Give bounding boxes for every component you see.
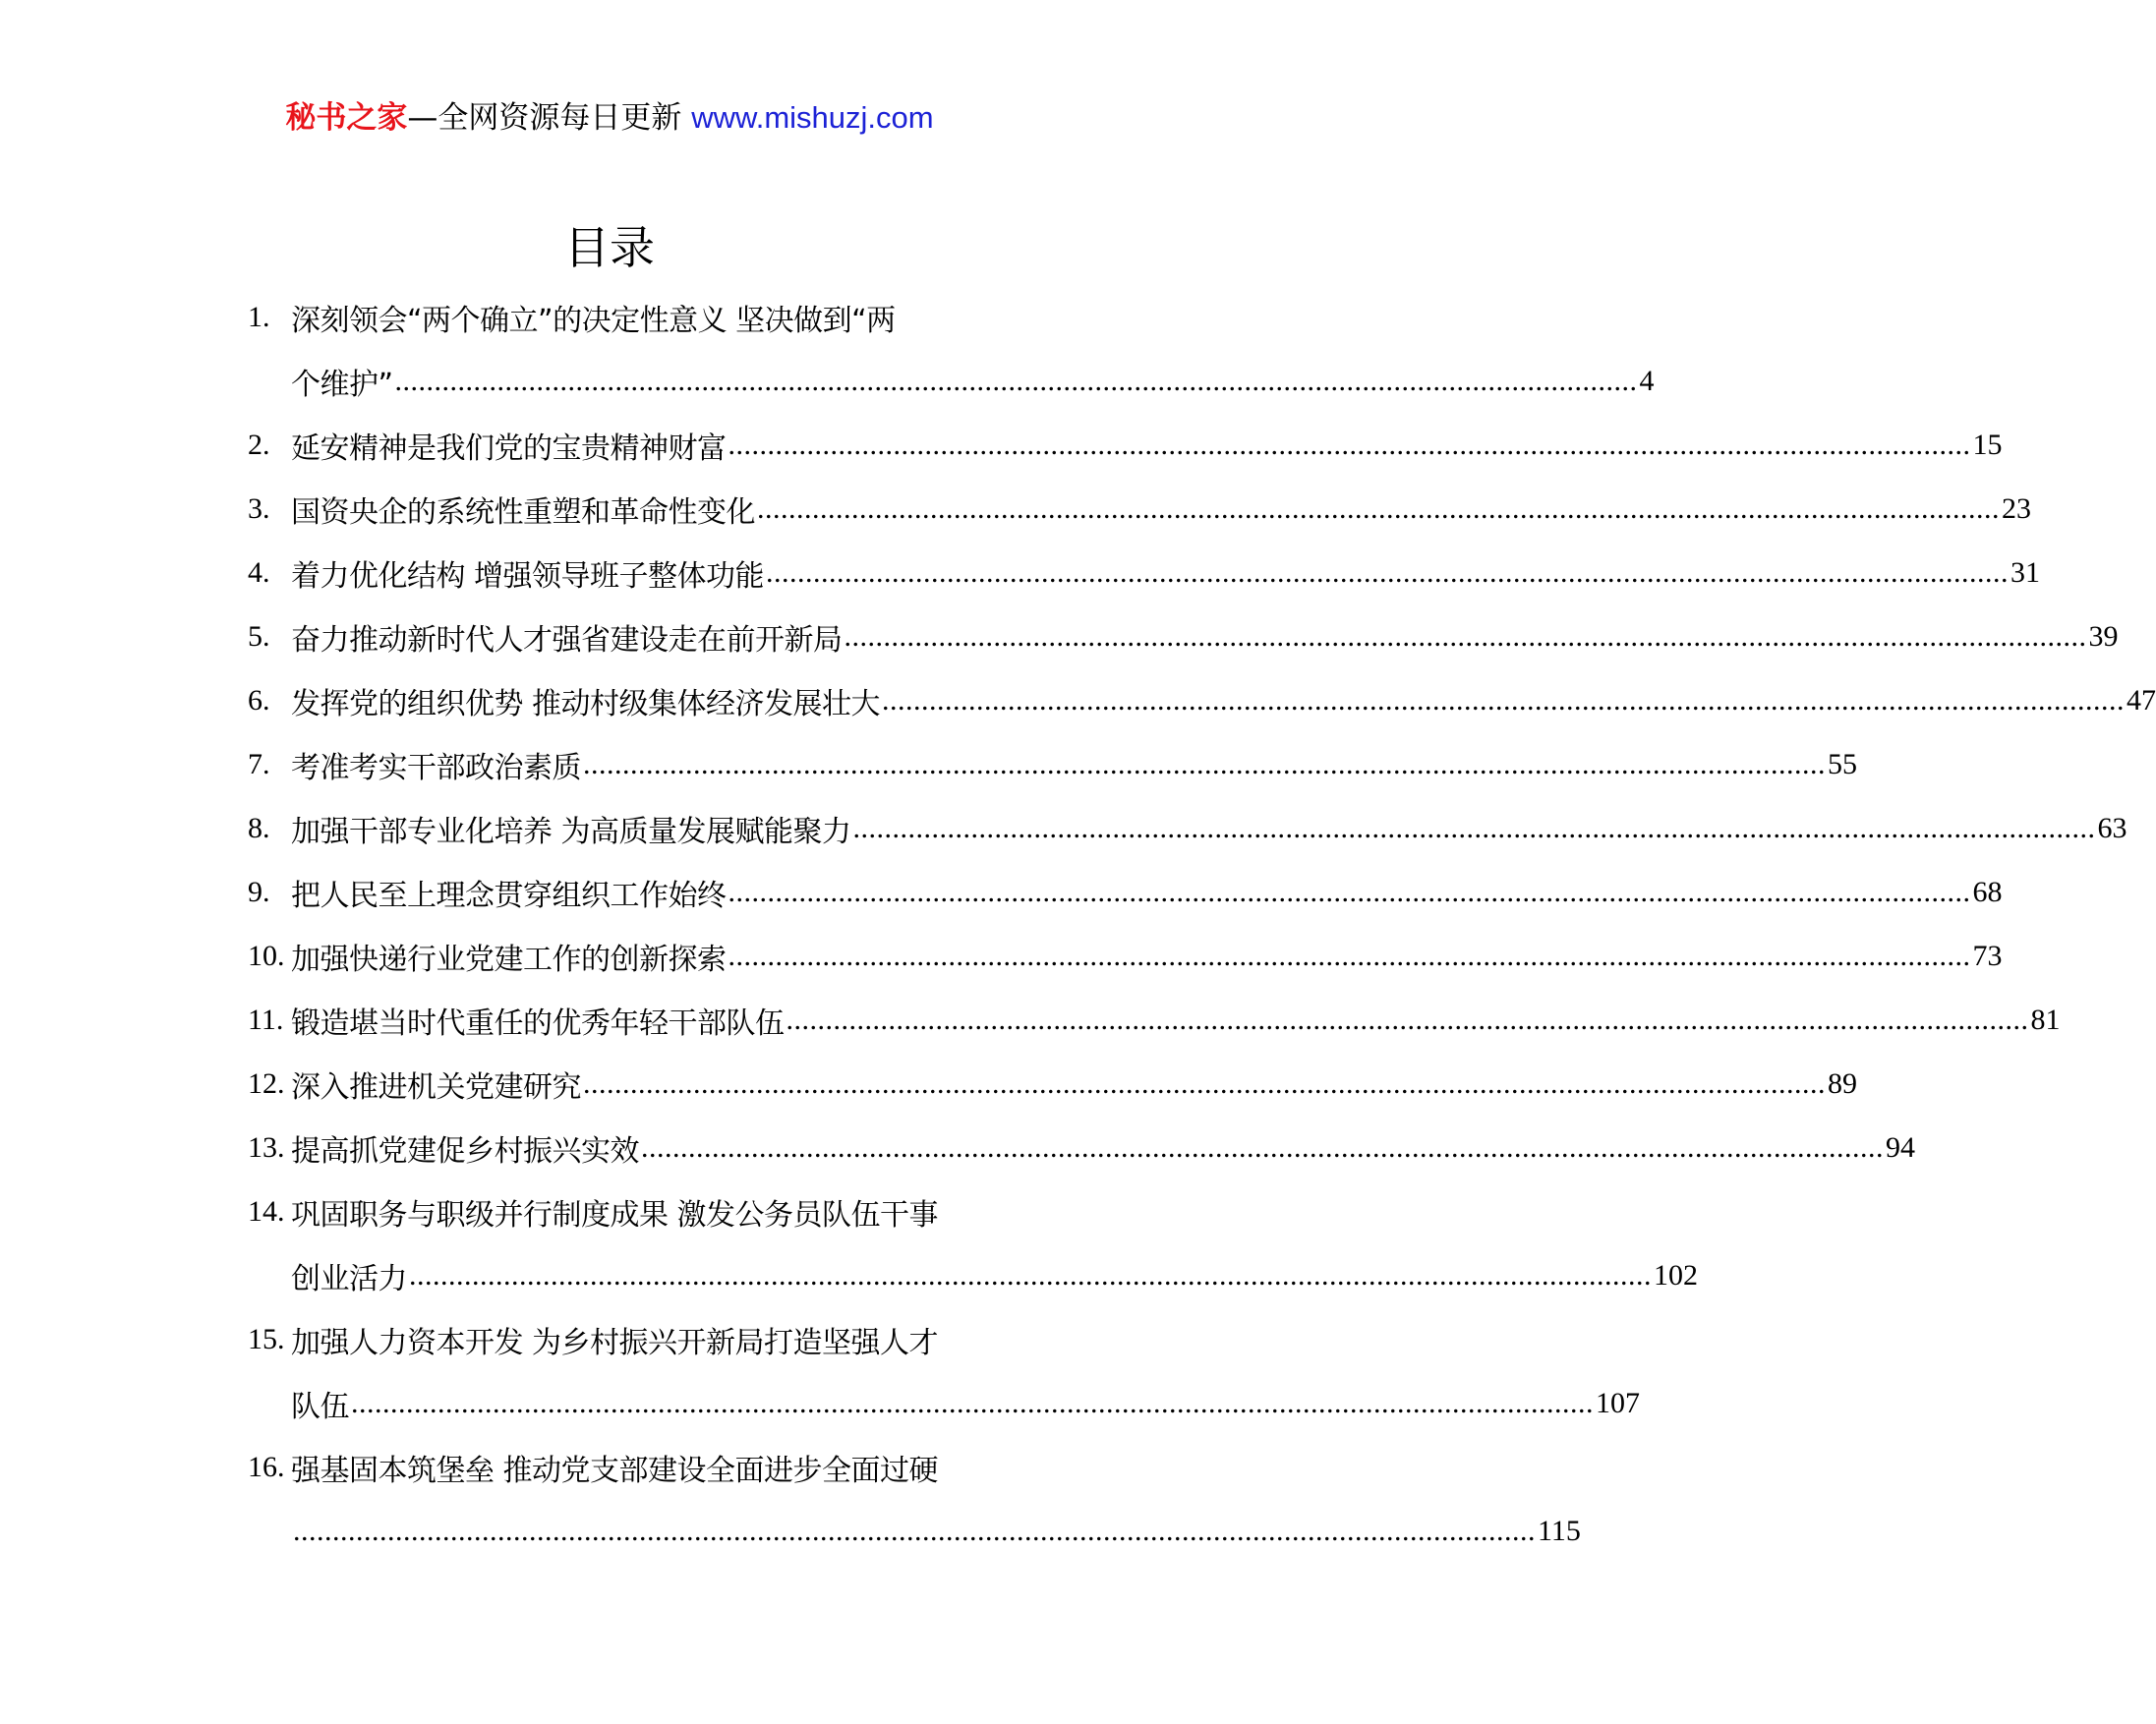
table-of-contents — [248, 285, 2156, 1563]
toc-entry-line — [248, 924, 2003, 988]
toc-entry[interactable] — [248, 796, 2127, 860]
toc-entry-number: 7. — [248, 747, 270, 780]
toc-entry-number: 15. — [248, 1322, 285, 1355]
toc-entry-line — [248, 1116, 1915, 1179]
toc-entry-number: 16. — [248, 1450, 285, 1483]
toc-page-number: 4 — [1639, 364, 1655, 397]
toc-entry-title: 强基固本筑堡垒 推动党支部建设全面进步全面过硬 — [291, 1453, 939, 1488]
dot-leader: .............................................................................................................................................................. — [293, 1514, 1536, 1547]
toc-page-number: 15 — [1972, 428, 2003, 461]
toc-entry-number: 14. — [248, 1194, 285, 1228]
dot-leader: .............................................................................................................................................................. — [728, 428, 1971, 461]
toc-entry-line — [248, 541, 2041, 604]
dot-leader: .............................................................................................................................................................. — [786, 1003, 2029, 1036]
toc-entry-title-continued: 个维护” — [291, 367, 393, 402]
toc-entry[interactable] — [248, 1052, 1857, 1116]
site-url-link[interactable]: www.mishuzj.com — [691, 100, 934, 135]
toc-page-number: 94 — [1886, 1130, 1915, 1164]
dot-leader: .............................................................................................................................................................. — [728, 939, 1971, 972]
toc-entry-title: 加强快递行业党建工作的创新探索 — [291, 942, 727, 977]
toc-entry-line — [248, 1307, 1030, 1371]
toc-entry-line — [248, 988, 2061, 1052]
toc-page-number: 81 — [2030, 1003, 2061, 1036]
toc-entry-line — [248, 1179, 1030, 1243]
toc-entry-line — [248, 1435, 1030, 1499]
toc-entry[interactable] — [248, 924, 2003, 988]
toc-entry-title: 锻造堪当时代重任的优秀年轻干部队伍 — [291, 1006, 785, 1041]
toc-page-number: 31 — [2010, 555, 2041, 589]
toc-entry-line — [248, 349, 1655, 413]
toc-page-number: 55 — [1828, 747, 1857, 780]
dot-leader: .............................................................................................................................................................. — [583, 1066, 1826, 1100]
toc-entry[interactable] — [248, 1179, 1698, 1307]
toc-entry[interactable] — [248, 860, 2003, 924]
toc-entry-line — [248, 285, 1030, 349]
site-header — [0, 96, 1219, 140]
dot-leader: .............................................................................................................................................................. — [766, 555, 2010, 589]
toc-entry-line — [248, 1243, 1698, 1307]
toc-entry-number: 12. — [248, 1066, 285, 1100]
toc-entry[interactable] — [248, 285, 1655, 413]
toc-entry[interactable] — [248, 668, 2156, 732]
dot-leader: .............................................................................................................................................................. — [394, 364, 1638, 397]
brand-name: 秘书之家 — [285, 100, 408, 136]
dot-leader: .............................................................................................................................................................. — [728, 875, 1971, 908]
toc-entry-title: 考准考实干部政治素质 — [291, 750, 581, 785]
toc-entry-title-continued: 创业活力 — [291, 1261, 407, 1296]
toc-entry-line — [248, 732, 1857, 796]
toc-entry-number: 6. — [248, 683, 270, 717]
toc-page-number: 23 — [2002, 491, 2031, 525]
toc-entry-line — [248, 796, 2127, 860]
toc-entry-title: 把人民至上理念贯穿组织工作始终 — [291, 878, 727, 913]
dot-leader: .............................................................................................................................................................. — [583, 747, 1826, 780]
toc-entry[interactable] — [248, 604, 2119, 668]
toc-entry[interactable] — [248, 1116, 1915, 1179]
toc-entry-title: 国资央企的系统性重塑和革命性变化 — [291, 494, 755, 530]
toc-entry-title: 延安精神是我们党的宝贵精神财富 — [291, 431, 727, 466]
toc-entry-title: 奋力推动新时代人才强省建设走在前开新局 — [291, 622, 843, 658]
toc-entry[interactable] — [248, 1435, 1581, 1563]
toc-entry-line — [248, 477, 2031, 541]
toc-entry-number: 1. — [248, 300, 270, 333]
toc-entry-number: 10. — [248, 939, 285, 972]
toc-page-number: 47 — [2127, 683, 2156, 717]
toc-entry-number: 3. — [248, 491, 270, 525]
toc-page-number: 89 — [1828, 1066, 1857, 1100]
toc-entry-number: 8. — [248, 811, 270, 844]
dot-leader: .............................................................................................................................................................. — [409, 1258, 1652, 1292]
toc-title: 目录 — [564, 221, 655, 274]
header-tagline: —全网资源每日更新 — [407, 100, 692, 136]
toc-entry[interactable] — [248, 413, 2003, 477]
toc-page-number: 63 — [2097, 811, 2127, 844]
toc-entry-line — [248, 1052, 1857, 1116]
dot-leader: .............................................................................................................................................................. — [852, 811, 2096, 844]
toc-entry-title: 深入推进机关党建研究 — [291, 1069, 581, 1105]
toc-entry-number: 2. — [248, 428, 270, 461]
dot-leader: .............................................................................................................................................................. — [844, 619, 2087, 653]
dot-leader: .............................................................................................................................................................. — [351, 1386, 1594, 1419]
toc-entry-line — [248, 668, 2156, 732]
dot-leader: .............................................................................................................................................................. — [641, 1130, 1884, 1164]
toc-entry-number: 5. — [248, 619, 270, 653]
toc-entry[interactable] — [248, 477, 2031, 541]
toc-entry[interactable] — [248, 541, 2041, 604]
dot-leader: .............................................................................................................................................................. — [882, 683, 2126, 717]
toc-page-number: 115 — [1538, 1514, 1581, 1547]
toc-page-number: 102 — [1654, 1258, 1698, 1292]
toc-entry-line — [248, 860, 2003, 924]
toc-entry-line — [248, 413, 2003, 477]
toc-entry-title: 巩固职务与职级并行制度成果 激发公务员队伍干事 — [291, 1197, 939, 1233]
toc-entry-title: 发挥党的组织优势 推动村级集体经济发展壮大 — [291, 686, 881, 721]
toc-entry[interactable] — [248, 988, 2061, 1052]
toc-entry-title: 加强干部专业化培养 为高质量发展赋能聚力 — [291, 814, 851, 849]
toc-entry-number: 13. — [248, 1130, 285, 1164]
toc-entry-line — [248, 1499, 1581, 1563]
toc-entry-title: 提高抓党建促乡村振兴实效 — [291, 1133, 639, 1169]
toc-page-number: 68 — [1972, 875, 2003, 908]
toc-entry-line — [248, 1371, 1640, 1435]
toc-entry-number: 11. — [248, 1003, 284, 1036]
dot-leader: .............................................................................................................................................................. — [757, 491, 2000, 525]
toc-entry[interactable] — [248, 1307, 1640, 1435]
toc-entry-title: 着力优化结构 增强领导班子整体功能 — [291, 558, 765, 594]
toc-entry-title: 深刻领会“两个确立”的决定性意义 坚决做到“两 — [291, 303, 896, 338]
toc-page-number: 39 — [2088, 619, 2119, 653]
toc-page-number: 107 — [1596, 1386, 1640, 1419]
toc-entry[interactable] — [248, 732, 1857, 796]
toc-entry-number: 9. — [248, 875, 270, 908]
toc-entry-title: 加强人力资本开发 为乡村振兴开新局打造坚强人才 — [291, 1325, 939, 1360]
toc-page-number: 73 — [1972, 939, 2003, 972]
toc-entry-line — [248, 604, 2119, 668]
toc-entry-title-continued: 队伍 — [291, 1389, 349, 1424]
toc-entry-number: 4. — [248, 555, 270, 589]
